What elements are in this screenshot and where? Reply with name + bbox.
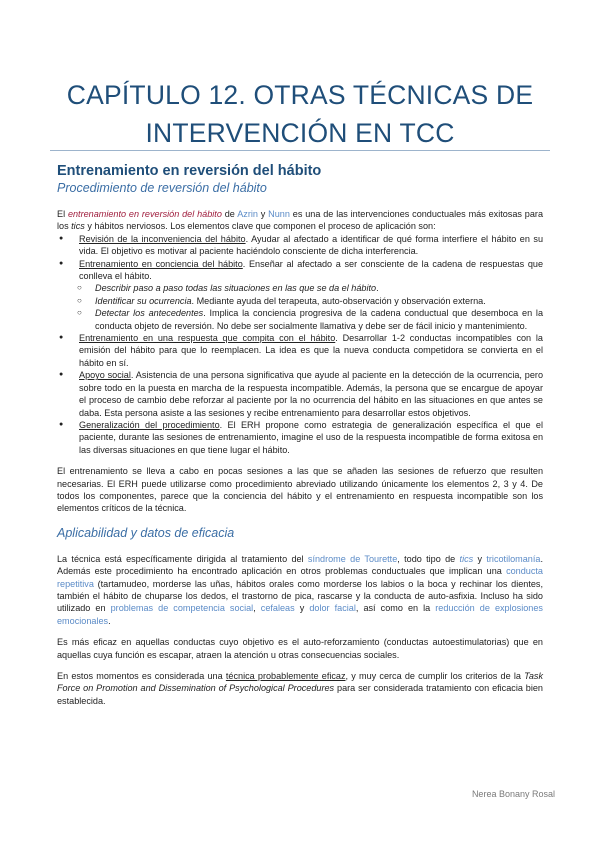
list-item-text: . Desarrollar 1-2 conductas incompatibles con la emisión del hábito para que lo reemplacen. La idea es que la nueva conducta competidora se convierta en el hábito en sí. xyxy=(79,333,543,368)
list-item xyxy=(57,258,543,283)
paragraph-text: , xyxy=(253,603,261,614)
intro-tics: tics xyxy=(71,221,85,232)
applicability-subtitle: Aplicabilidad y datos de eficacia xyxy=(57,525,235,540)
paragraph-text: La técnica está específicamente dirigida al tratamiento del xyxy=(57,553,308,564)
paragraph-text: y xyxy=(294,603,310,614)
paragraph-text: para ser considerada tratamiento con eficacia bien establecida. xyxy=(57,683,543,706)
link-explosiones-emocionales[interactable]: reducción de explosiones emocionales xyxy=(57,603,543,626)
paragraph-text: y xyxy=(473,553,487,564)
intro-text: y hábitos nerviosos. Los elementos clave que componen el proceso de aplicación son: xyxy=(84,221,436,232)
section-subtitle: Procedimiento de reversión del hábito xyxy=(57,181,267,195)
link-dolor-facial[interactable]: dolor facial xyxy=(309,603,356,614)
link-cefaleas[interactable]: cefaleas xyxy=(260,603,295,614)
paragraph-text: . xyxy=(108,615,111,626)
task-force-name: Task Force on Promotion and Dissemination of Psychological Procedures xyxy=(57,671,544,694)
applicability-paragraph xyxy=(57,553,543,627)
paragraph-text: , así como en la xyxy=(355,603,436,614)
key-elements-list-cont xyxy=(57,332,543,456)
intro-paragraph xyxy=(57,208,543,233)
chapter-title: CAPÍTULO 12. OTRAS TÉCNICAS DE INTERVENCIÓN EN TCC xyxy=(66,80,534,148)
link-competencia-social[interactable]: problemas de competencia social xyxy=(110,603,254,614)
sub-list-item xyxy=(57,307,543,332)
list-item-text: . Ayudar al afectado a identificar de qué forma interfiere el hábito en su vida. El objetivo es motivar al paciente haciéndolo consciente de dicha interferencia. xyxy=(79,233,543,257)
intro-text: El xyxy=(57,209,68,219)
sub-list-item-text: . xyxy=(376,283,379,294)
list-item xyxy=(57,419,543,456)
sub-list xyxy=(57,282,543,332)
sub-list-item xyxy=(57,282,543,294)
list-item xyxy=(57,369,543,419)
list-item-head: Entrenamiento en una respuesta que compita con el hábito xyxy=(79,333,336,344)
link-conducta-repetitiva[interactable]: conducta repetitiva xyxy=(57,566,543,589)
paragraph-text: , y muy cerca de cumplir los criterios de la xyxy=(345,671,525,681)
paragraph-text: , todo tipo de xyxy=(397,553,460,564)
link-tics[interactable]: tics xyxy=(459,553,474,564)
main-content xyxy=(57,162,543,707)
list-item-head: Apoyo social xyxy=(79,370,131,381)
paragraph-text: (tartamudeo, morderse las uñas, hábitos orales como morderse los labios o la boca y rechinar los dientes, también el hábito de chuparse los dedos, el trastorno de pica, rascarse y la conducta de auto-asfixia. Incluso ha sido utilizado en xyxy=(57,578,543,614)
list-item-text: . El ERH propone como estrategia de generalización específica el que el paciente, durante las sesiones de entrenamiento, imagine el uso de la respuesta incompatible de forma exitosa en las diversas situaciones en que tiene lugar el hábito. xyxy=(79,419,543,455)
intro-text: de xyxy=(221,209,238,219)
training-paragraph: El entrenamiento se lleva a cabo en pocas sesiones a las que se añaden las sesiones de refuerzo que resulten necesarias. El ERH puede utilizarse como procedimiento abreviado utilizando únicamente los elementos 2, 3 y 4. De todos los componentes, parece que la conciencia del hábito y el entrenamiento en respuesta incompatible son los elementos críticos de la técnica. xyxy=(57,466,543,514)
list-item xyxy=(57,233,543,258)
sub-list-item-text: . Implica la conciencia progresiva de la cadena conductual que desemboca en la conducta objeto de reversión. No debe ser socialmente llamativa y debe ser de fácil inicio y mantenimiento. xyxy=(95,308,544,331)
list-item-text: . Enseñar al afectado a ser consciente de la cadena de respuestas que conlleva el hábito. xyxy=(79,258,543,282)
footer-author: Nerea Bonany Rosal xyxy=(471,789,555,799)
sub-list-item-head: Identificar su ocurrencia xyxy=(95,295,192,306)
intro-term: entrenamiento en reversión del hábito xyxy=(67,209,222,219)
intro-text: y xyxy=(257,209,269,219)
link-tricotilomania[interactable]: tricotilomanía xyxy=(486,553,541,564)
author-link-azrin[interactable]: Azrin xyxy=(237,209,258,219)
intro-text: es una de las intervenciones conductuales más exitosas para los xyxy=(57,209,544,232)
list-item-head: Generalización del procedimiento xyxy=(79,419,220,430)
section-title: Entrenamiento en reversión del hábito xyxy=(57,163,322,179)
efficacy-paragraph: Es más eficaz en aquellas conductas cuyo objetivo es el auto-reforzamiento (conductas autoestimulatorias) que en aquellas cuya función es escapar, atraen la atención u otras consecuencias sociales. xyxy=(57,637,543,660)
key-elements-list xyxy=(57,233,543,283)
list-item xyxy=(57,332,543,369)
sub-list-item-text: . Mediante ayuda del terapeuta, auto-observación y observación externa. xyxy=(191,295,486,306)
list-item-head: Revisión de la inconveniencia del hábito xyxy=(79,233,246,244)
criteria-paragraph xyxy=(57,670,543,707)
sub-list-item-head: Describir paso a paso todas las situaciones en las que se da el hábito xyxy=(95,283,377,294)
author-link-nunn[interactable]: Nunn xyxy=(268,209,290,219)
list-item-head: Entrenamiento en conciencia del hábito xyxy=(79,258,243,269)
link-tourette[interactable]: síndrome de Tourette xyxy=(307,553,398,564)
paragraph-text: . Además este procedimiento ha encontrado aplicación en otros problemas conductuales que implican una xyxy=(57,553,543,577)
sub-list-item xyxy=(57,295,543,307)
paragraph-text: En estos momentos es considerada una xyxy=(57,671,226,681)
title-divider xyxy=(50,150,550,151)
efficacy-term: técnica probablemente eficaz xyxy=(225,671,346,681)
sub-list-item-head: Detectar los antecedentes xyxy=(95,308,204,319)
list-item-text: . Asistencia de una persona significativa que ayude al paciente en la detección de la ocurrencia, pero sobre todo en la puesta en marcha de la respuesta incompatible. Además, la persona que se encargue de apoyar el proceso de cambio debe reforzar al paciente por la no ocurrencia del hábito en las situaciones en que antes se daba. Esta persona asiste a las sesiones y recibe entrenamiento para desarrollar estos objetivos. xyxy=(79,370,543,418)
